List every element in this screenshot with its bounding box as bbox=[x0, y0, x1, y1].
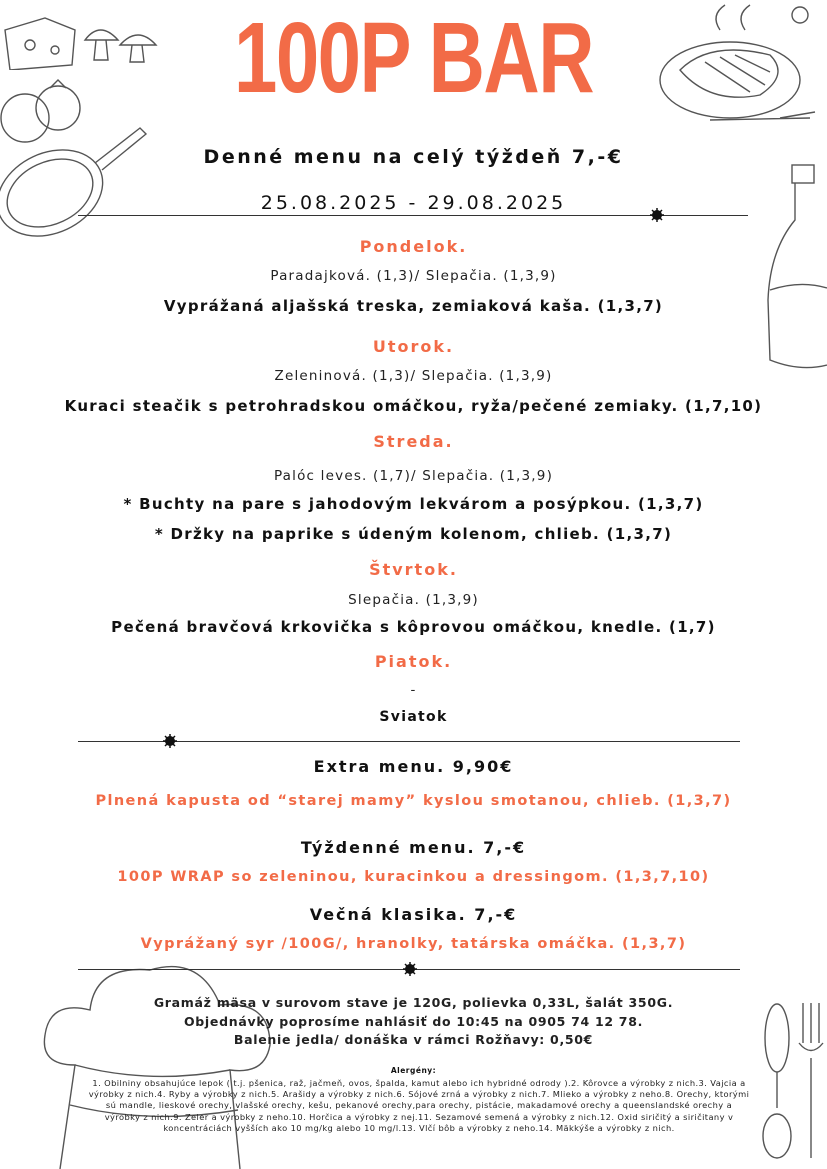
main-dish-monday: Vyprážaná aljašská treska, zemiaková kaša. (1,3,7) bbox=[163, 297, 664, 315]
divider bbox=[78, 215, 748, 216]
splatter-icon bbox=[163, 734, 177, 748]
main-dish-wednesday-1: * Buchty na pare s jahodovým lekvárom a posýpkou. (1,3,7) bbox=[123, 495, 704, 513]
day-thursday: Štvrtok. bbox=[369, 560, 458, 579]
order-info: Objednávky poprosíme nahlásiť do 10:45 na 0905 74 12 78. bbox=[183, 1014, 644, 1029]
restaurant-title: 100P BAR bbox=[234, 2, 593, 114]
day-monday: Pondelok. bbox=[359, 237, 468, 256]
weekly-menu-item: 100P WRAP so zeleninou, kuracinkou a dressingom. (1,3,7,10) bbox=[117, 869, 710, 885]
splatter-icon bbox=[403, 962, 417, 976]
main-dish-thursday: Pečená bravčová krkovička s kôprovou omáčkou, knedle. (1,7) bbox=[111, 618, 716, 636]
extra-menu-heading: Extra menu. 9,90€ bbox=[313, 757, 514, 776]
main-dish-friday: Sviatok bbox=[379, 709, 448, 725]
weekly-menu-heading: Denné menu na celý týždeň 7,-€ bbox=[203, 146, 624, 168]
soups-friday: - bbox=[410, 682, 417, 698]
day-wednesday: Streda. bbox=[373, 432, 454, 451]
main-dish-tuesday: Kuraci steačik s petrohradskou omáčkou, ryža/pečené zemiaky. (1,7,10) bbox=[64, 397, 763, 415]
classic-menu-heading: Večná klasika. 7,-€ bbox=[309, 905, 518, 924]
frying-pan-illustration bbox=[0, 118, 150, 248]
classic-menu-item: Vyprážaný syr /100G/, hranolky, tatárska omáčka. (1,3,7) bbox=[140, 936, 687, 952]
splatter-icon bbox=[650, 208, 664, 222]
portion-info: Gramáž mäsa v surovom stave je 120G, polievka 0,33L, šalát 350G. bbox=[153, 995, 674, 1010]
divider bbox=[78, 741, 740, 742]
soups-tuesday: Zeleninová. (1,3)/ Slepačia. (1,3,9) bbox=[274, 368, 553, 384]
delivery-info: Balenie jedla/ donáška v rámci Rožňavy: 0,50€ bbox=[233, 1032, 594, 1047]
menu-date-range: 25.08.2025 - 29.08.2025 bbox=[260, 192, 567, 214]
weekly-menu-item-heading: Týždenné menu. 7,-€ bbox=[300, 838, 527, 857]
extra-menu-item: Plnená kapusta od “starej mamy” kyslou smotanou, chlieb. (1,3,7) bbox=[95, 793, 732, 809]
day-friday: Piatok. bbox=[374, 652, 453, 671]
main-dish-wednesday-2: * Držky na paprike s údeným kolenom, chlieb. (1,3,7) bbox=[154, 525, 673, 543]
chef-hat-illustration bbox=[0, 945, 300, 1169]
soups-wednesday: Palóc leves. (1,7)/ Slepačia. (1,3,9) bbox=[273, 468, 554, 484]
soups-monday: Paradajková. (1,3)/ Slepačia. (1,3,9) bbox=[270, 268, 557, 284]
day-tuesday: Utorok. bbox=[372, 337, 455, 356]
allergens-list: 1. Obilniny obsahujúce lepok ( t.j. pšenica, raž, jačmeň, ovos, špalda, kamut alebo ich hybridné odrody ).2. Kôrovce a výrobky z nich.3. Vajcia a výrobky z nich.4. Ryby a výrobky z nich.5. Arašidy a výrobky z nich.6. Sójové zrná a výrobky z nich.7. Mlieko a výrobky z neho.8. Orechy, ktorými sú mandle, lieskové orechy, vlašské orechy, kešu, pekanové orechy,para orechy, pistácie, makadamové orechy a queenslandské orechy a výrobky z nich.9. Zeler a výrobky z neho.10. Horčica a výrobky z nej.11. Sezamové semená a výrobky z nich.12. Oxid siričitý a siričitany v koncentráciách vyšších ako 10 mg/kg alebo 10 mg/l.13. Vlčí bôb a výrobky z neho.14. Mäkkýše a výrobky z nich. bbox=[88, 1078, 750, 1133]
soups-thursday: Slepačia. (1,3,9) bbox=[348, 592, 479, 608]
allergens-title: Alergény: bbox=[390, 1066, 437, 1075]
